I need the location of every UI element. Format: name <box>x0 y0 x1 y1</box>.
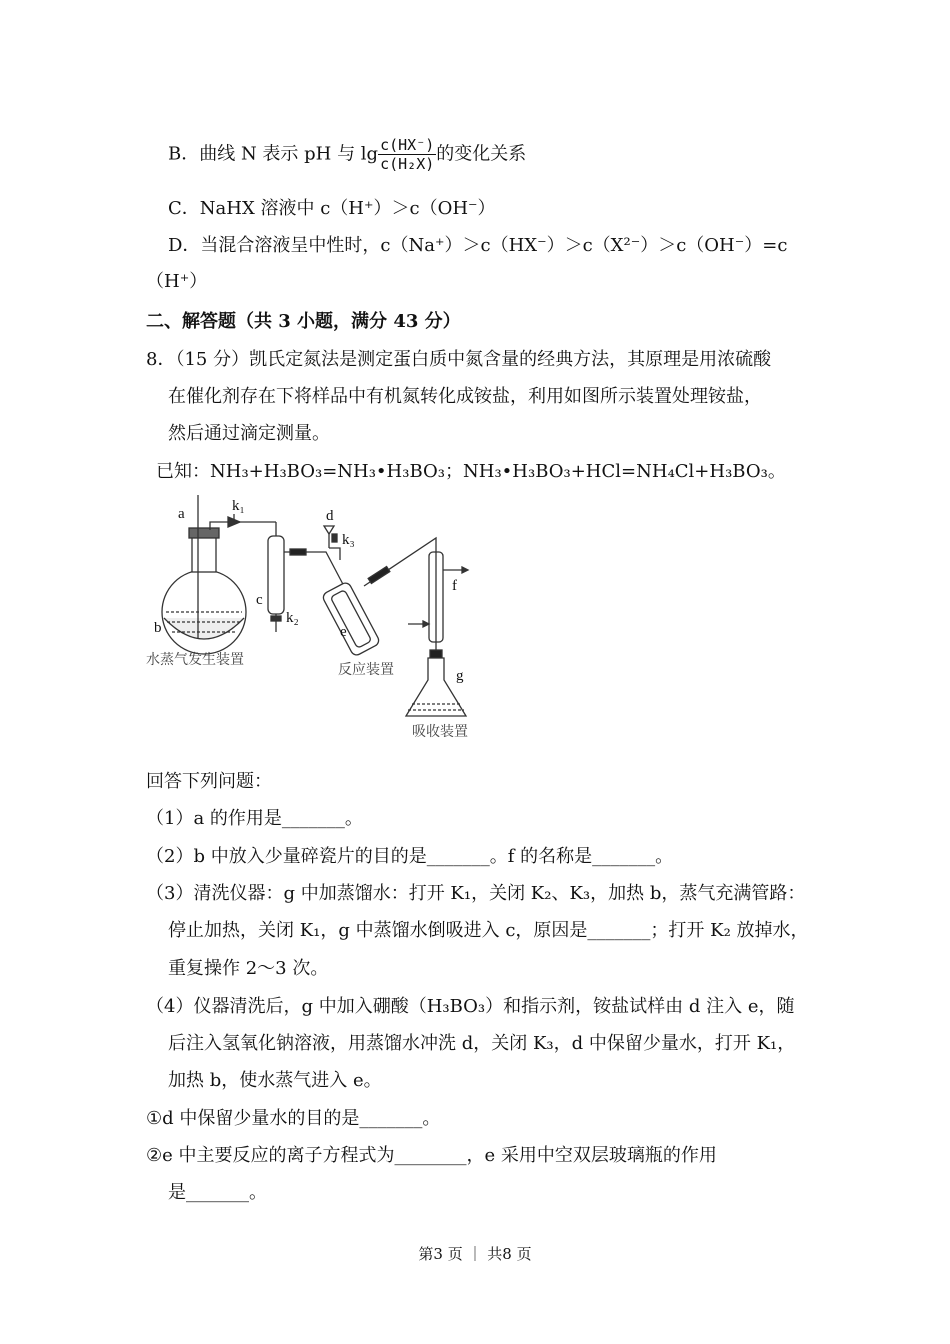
fraction-numerator: c(HX⁻) <box>380 136 435 154</box>
funnel-d <box>324 526 334 534</box>
option-d-line1: D．当混合溶液呈中性时，c（Na⁺）＞c（HX⁻）＞c（X²⁻）＞c（OH⁻）=c <box>168 235 788 256</box>
q8-line1: 8．（15 分）凯氏定氮法是测定蛋白质中氮含量的经典方法，其原理是用浓硫酸 <box>146 349 772 370</box>
label-e: e <box>340 624 347 640</box>
option-b-prefix: B．曲线 N 表示 pH 与 lg <box>168 143 379 165</box>
valve-k2 <box>271 616 281 621</box>
label-d: d <box>326 508 334 524</box>
part-4-line1: （4）仪器清洗后，g 中加入硼酸（H₃BO₃）和指示剂，铵盐试样由 d 注入 e，随 <box>146 996 795 1017</box>
vessel-c <box>268 536 284 614</box>
option-b <box>168 136 526 173</box>
part-4-line3: 加热 b，使水蒸气进入 e。 <box>168 1070 382 1091</box>
flask-stopper <box>189 528 219 538</box>
option-b-fraction <box>378 136 436 173</box>
apparatus-figure <box>140 490 560 740</box>
absorb-flask-g <box>406 658 466 716</box>
label-k3: k₃ <box>342 532 355 548</box>
label-k2: k₂ <box>286 610 299 626</box>
part-1: （1）a 的作用是_______。 <box>146 808 363 829</box>
part-2: （2）b 中放入少量碎瓷片的目的是_______。f 的名称是_______。 <box>146 846 674 867</box>
sub-1: ①d 中保留少量水的目的是_______。 <box>146 1108 441 1129</box>
label-b: b <box>154 620 162 636</box>
answer-intro: 回答下列问题： <box>146 771 272 792</box>
sub-2-line2: 是_______。 <box>168 1182 267 1203</box>
option-b-suffix: 的变化关系 <box>436 143 527 165</box>
part-3-line1: （3）清洗仪器：g 中加蒸馏水：打开 K₁，关闭 K₂、K₃，加热 b，蒸气充满管路： <box>146 883 806 904</box>
q8-known: 已知：NH₃+H₃BO₃=NH₃•H₃BO₃；NH₃•H₃BO₃+HCl=NH₄Cl+H₃BO₃。 <box>156 461 786 482</box>
valve-k3 <box>332 534 337 542</box>
page-footer: 第3 页 ｜ 共8 页 <box>418 1245 532 1263</box>
section-title: 二、解答题（共 3 小题，满分 43 分） <box>146 311 461 332</box>
option-c: C．NaHX 溶液中 c（H⁺）＞c（OH⁻） <box>168 198 496 219</box>
part-4-line2: 后注入氢氧化钠溶液，用蒸馏水冲洗 d，关闭 K₃，d 中保留少量水，打开 K₁， <box>168 1033 796 1054</box>
sub-2-line1: ②e 中主要反应的离子方程式为________，e 采用中空双层玻璃瓶的作用 <box>146 1145 717 1166</box>
q8-line2: 在催化剂存在下将样品中有机氮转化成铵盐，利用如图所示装置处理铵盐， <box>168 386 762 407</box>
option-d-line2: （H⁺） <box>146 271 208 292</box>
part-3-line3: 重复操作 2～3 次。 <box>168 958 329 979</box>
reaction-vessel-e <box>321 581 380 657</box>
part-3-line2: 停止加热，关闭 K₁，g 中蒸馏水倒吸进入 c，原因是_______；打开 K₂ 放掉水， <box>168 920 809 941</box>
q8-line3: 然后通过滴定测量。 <box>168 423 330 444</box>
caption-steam: 水蒸气发生装置 <box>146 653 244 668</box>
label-k1: k₁ <box>232 498 245 514</box>
caption-absorb: 吸收装置 <box>412 725 468 740</box>
label-f: f <box>452 578 457 594</box>
caption-reaction: 反应装置 <box>338 663 394 678</box>
fraction-denominator: c(H₂X) <box>380 155 435 173</box>
label-g: g <box>456 668 464 684</box>
label-a: a <box>178 506 185 522</box>
label-c: c <box>256 592 263 608</box>
